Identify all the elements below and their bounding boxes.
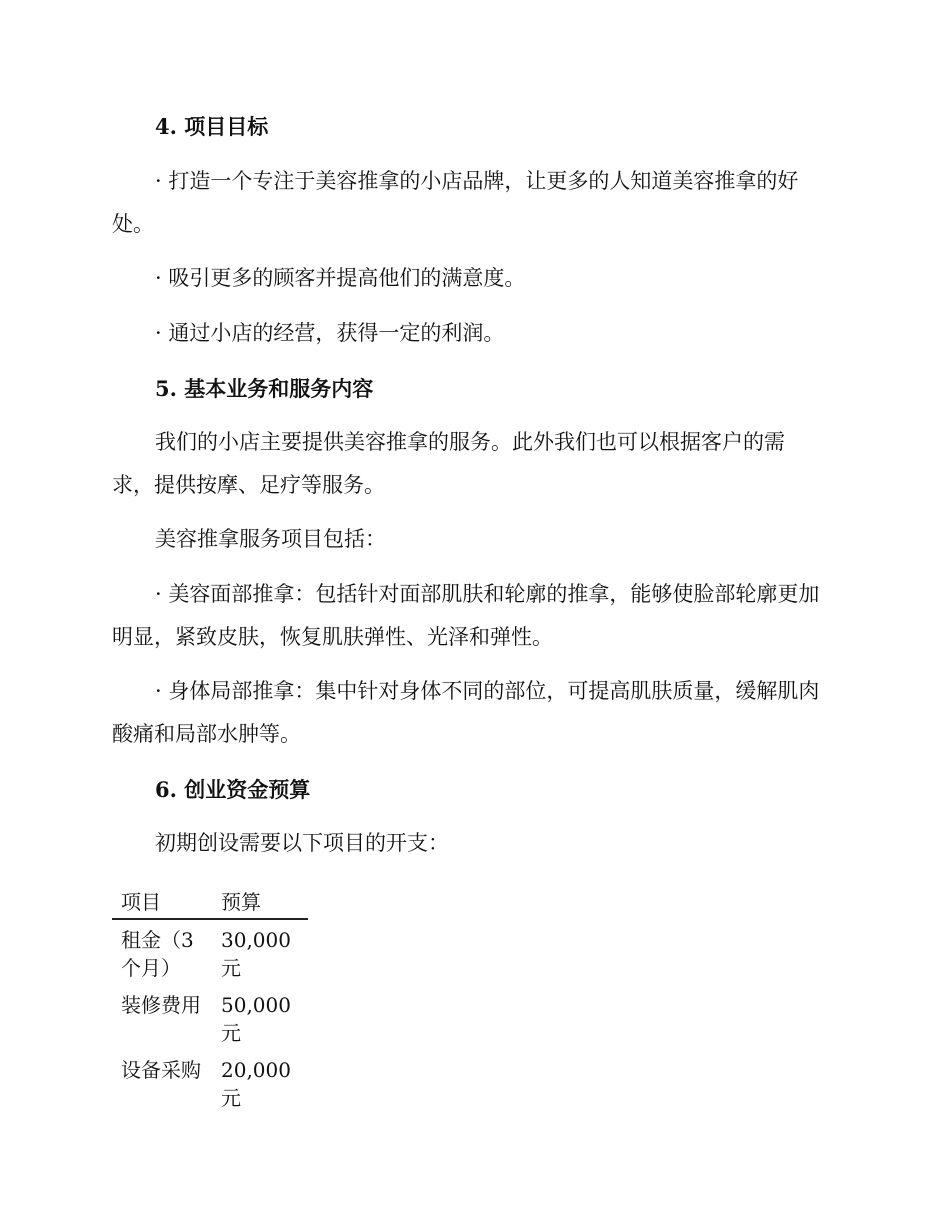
column-header-budget: 预算 <box>212 884 308 919</box>
item-cell: 设备采购 <box>121 1058 201 1082</box>
table-row <box>112 985 308 1050</box>
item-cell: 装修费用 <box>121 993 201 1017</box>
table-row <box>112 919 308 985</box>
service-item: · 美容面部推拿：包括针对面部肌肤和轮廓的推拿，能够使脸部轮廓更加明显，紧致皮肤，恢复肌肤弹性、光泽和弹性。 <box>112 582 820 649</box>
services-list-title: 美容推拿服务项目包括： <box>155 527 386 551</box>
item-cell: 租金（3个月） <box>121 928 194 980</box>
budget-cell: 30,000元 <box>221 928 291 980</box>
budget-cell: 50,000元 <box>221 993 291 1045</box>
services-intro-paragraph: 我们的小店主要提供美容推拿的服务。此外我们也可以根据客户的需求，提供按摩、足疗等服务。 <box>112 430 785 497</box>
section-5-heading: 5. 基本业务和服务内容 <box>155 376 374 401</box>
section-6-heading: 6. 创业资金预算 <box>155 777 311 802</box>
budget-table <box>112 884 308 1115</box>
budget-cell: 20,000元 <box>221 1058 291 1110</box>
service-item: · 身体局部推拿：集中针对身体不同的部位，可提高肌肤质量，缓解肌肉酸痛和局部水肿等。 <box>112 679 820 746</box>
goal-item: · 打造一个专注于美容推拿的小店品牌，让更多的人知道美容推拿的好处。 <box>112 169 799 236</box>
section-4-heading: 4. 项目目标 <box>155 114 269 139</box>
budget-table-header-row <box>112 884 308 919</box>
table-row <box>112 1050 308 1115</box>
column-header-item: 项目 <box>112 884 212 919</box>
budget-intro-paragraph: 初期创设需要以下项目的开支： <box>155 831 449 855</box>
goal-item: · 通过小店的经营，获得一定的利润。 <box>155 321 505 345</box>
goal-item: · 吸引更多的顾客并提高他们的满意度。 <box>155 266 526 290</box>
